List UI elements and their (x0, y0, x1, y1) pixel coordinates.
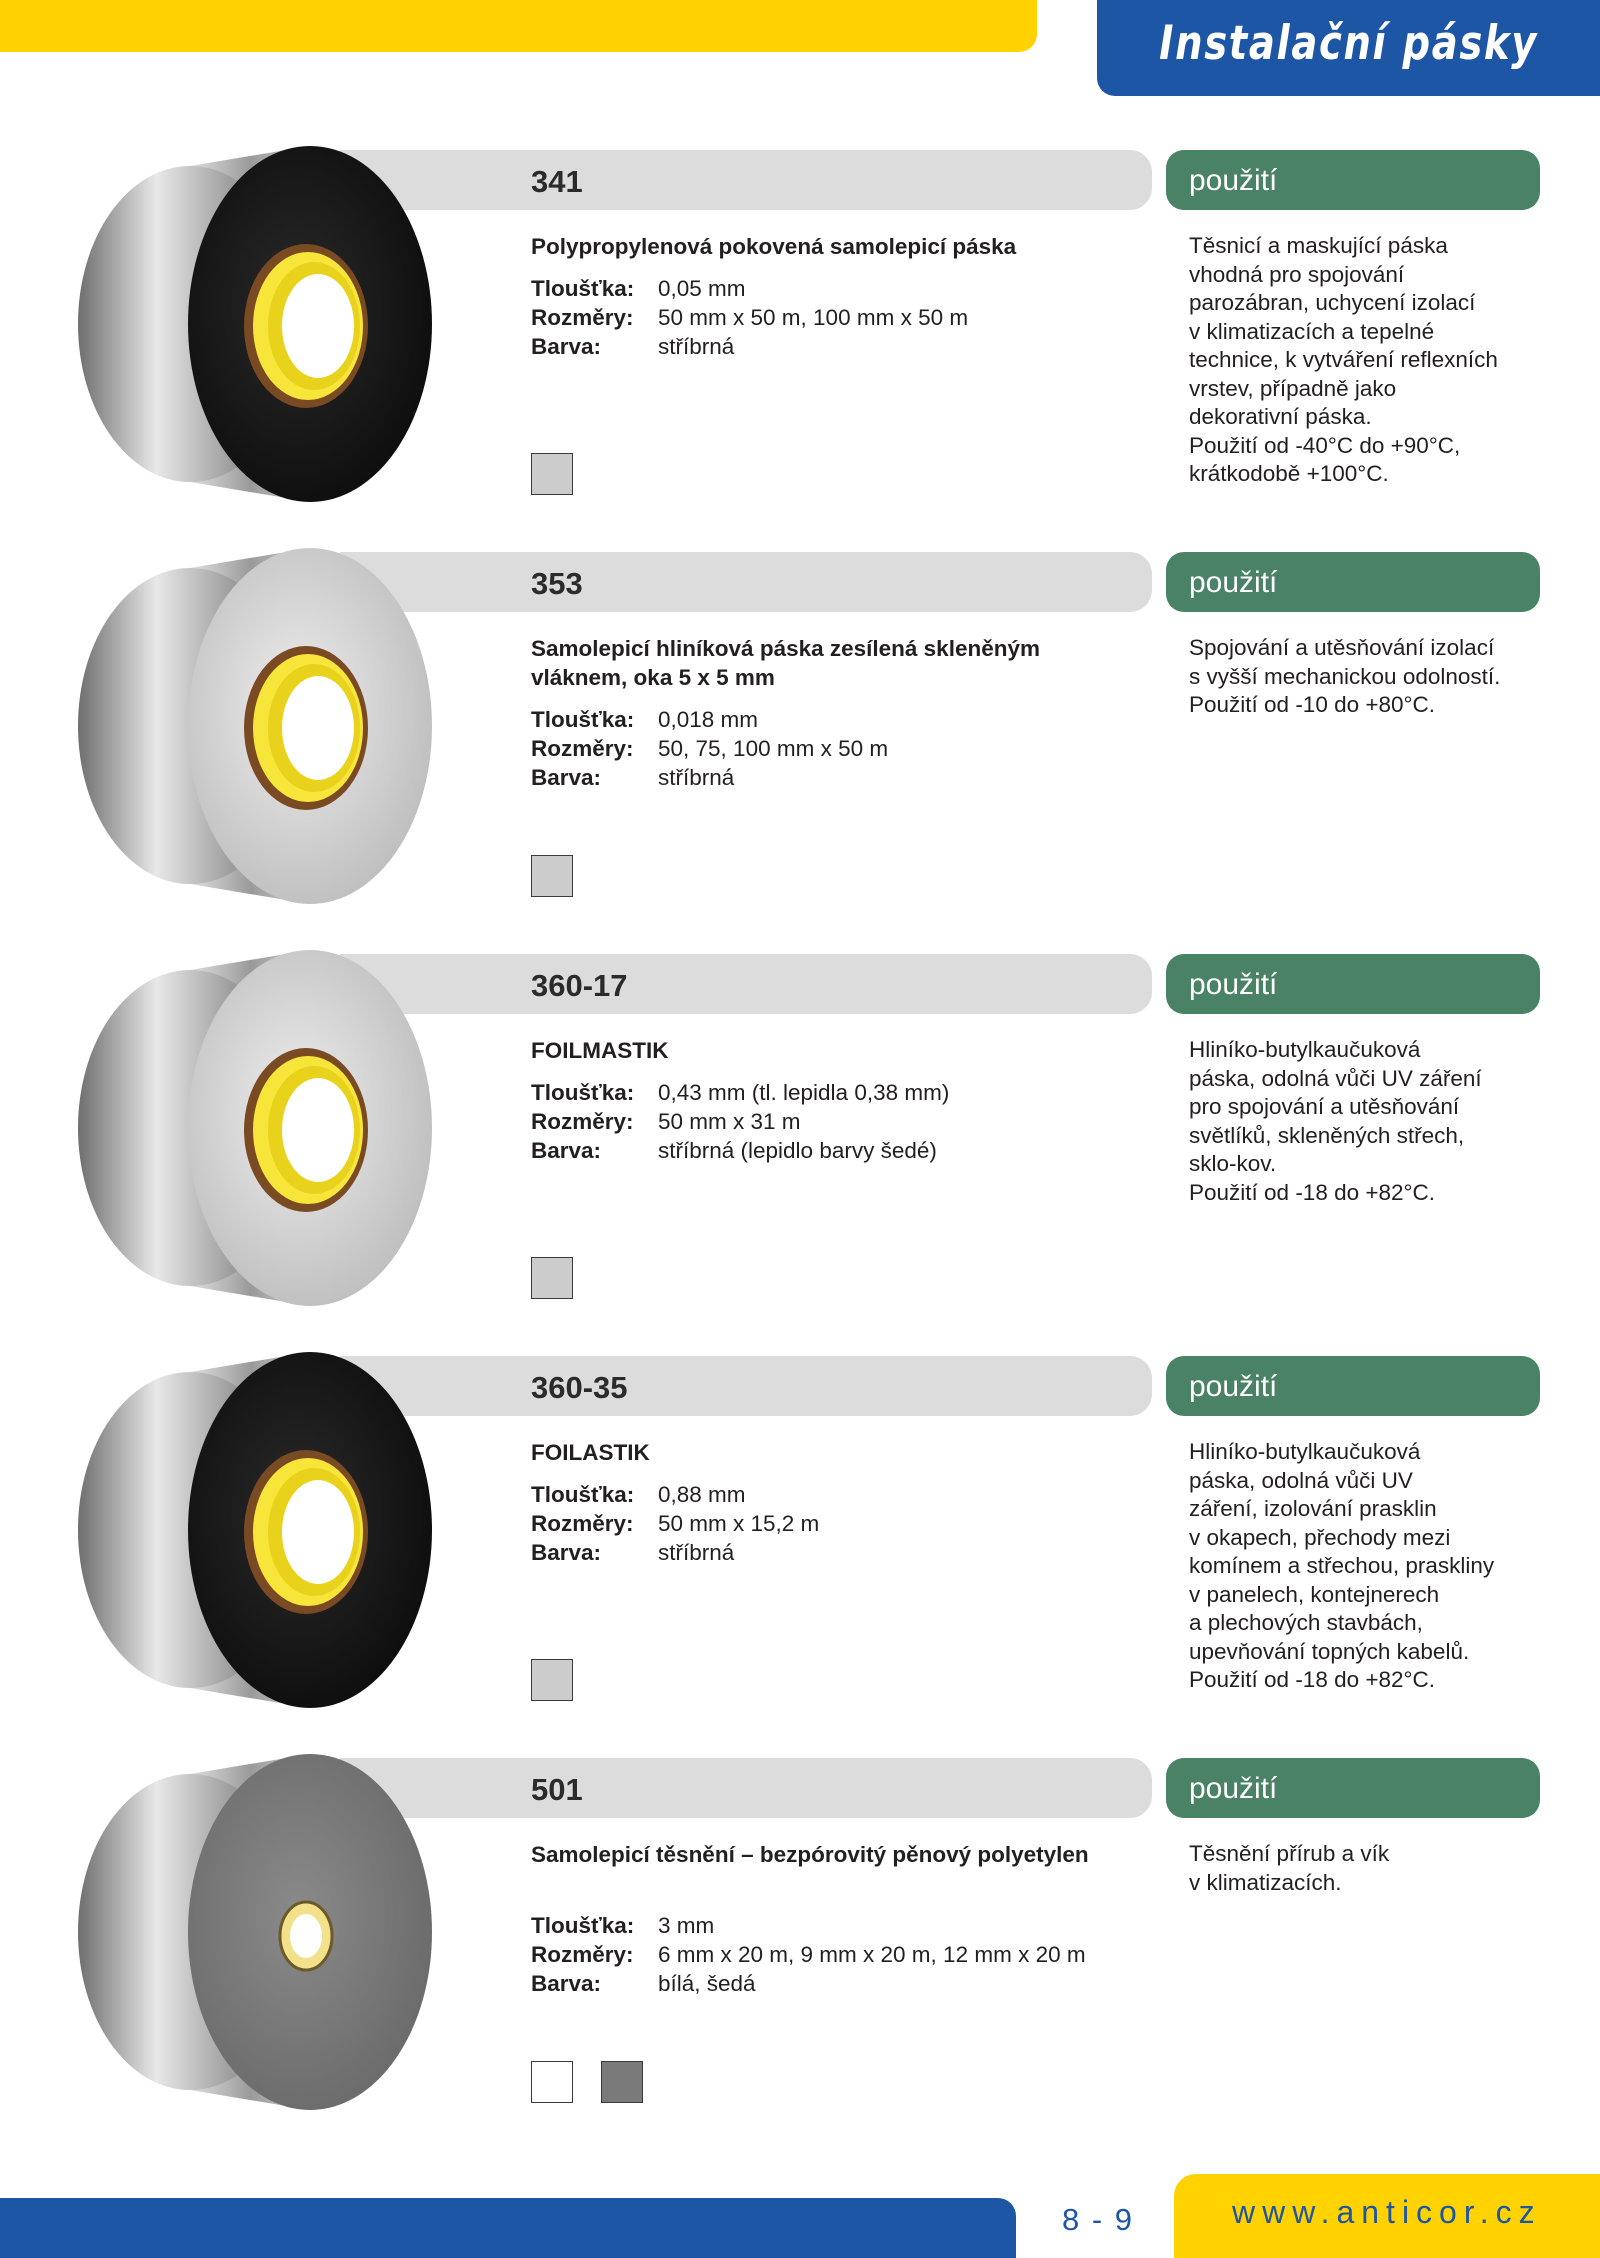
usage-label: použití (1189, 566, 1278, 599)
spec-label: Barva: (531, 1540, 602, 1565)
product-code: 360-35 (531, 1370, 628, 1405)
spec-row (531, 1480, 1131, 1509)
spec-value: 50 mm x 15,2 m (658, 1511, 820, 1536)
page-number: 8 - 9 (1062, 2202, 1135, 2237)
product-code-bar (340, 954, 1152, 1014)
product-name: Polypropylenová pokovená samolepicí páska (531, 234, 1017, 259)
spec-label: Tloušťka: (531, 1913, 635, 1938)
tape-hole (282, 676, 354, 780)
spec-value: 6 mm x 20 m, 9 mm x 20 m, 12 mm x 20 m (658, 1942, 1086, 1967)
product-image (70, 1344, 440, 1716)
spec-row (531, 1538, 1131, 1567)
spec-row (531, 734, 1131, 763)
color-swatch (531, 453, 573, 495)
spec-value: 50 mm x 31 m (658, 1109, 801, 1134)
spec-label: Rozměry: (531, 1109, 634, 1134)
tape-hole (282, 1480, 354, 1584)
usage-description: Těsnění přírub a vík v klimatizacích. (1189, 1841, 1390, 1895)
spec-value: bílá, šedá (658, 1971, 756, 1996)
spec-value: 0,43 mm (tl. lepidla 0,38 mm) (658, 1080, 950, 1105)
spec-row (531, 1509, 1131, 1538)
spec-value: 50, 75, 100 mm x 50 m (658, 736, 889, 761)
tape-hole (290, 1914, 322, 1958)
product-name: Samolepicí hliníková páska zesílená skleněným vláknem, oka 5 x 5 mm (531, 636, 1040, 690)
color-swatches (531, 453, 573, 495)
spec-row (531, 1078, 1131, 1107)
spec-value: stříbrná (658, 1540, 735, 1565)
color-swatches (531, 1257, 573, 1299)
color-swatches (531, 2061, 643, 2103)
color-swatch (531, 2061, 573, 2103)
spec-value: stříbrná (lepidlo barvy šedé) (658, 1138, 937, 1163)
product-specs (531, 1078, 1131, 1165)
product-code-bar (340, 150, 1152, 210)
product-specs (531, 1911, 1131, 1998)
header-yellow-band (0, 0, 1037, 52)
spec-value: stříbrná (658, 765, 735, 790)
spec-label: Tloušťka: (531, 1482, 635, 1507)
spec-label: Tloušťka: (531, 1080, 635, 1105)
website-link[interactable]: www.anticor.cz (1232, 2194, 1542, 2230)
product-name: Samolepicí těsnění – bezpórovitý pěnový polyetylen (531, 1842, 1089, 1867)
spec-value: stříbrná (658, 334, 735, 359)
usage-description: Spojování a utěsňování izolací s vyšší mechanickou odolností. Použití od -10 do +80°C. (1189, 635, 1501, 717)
product-image (70, 1746, 440, 2118)
product-code: 341 (531, 164, 583, 199)
product-image (70, 540, 440, 912)
color-swatch (531, 1257, 573, 1299)
color-swatch (531, 1659, 573, 1701)
spec-label: Barva: (531, 1971, 602, 1996)
spec-row (531, 1911, 1131, 1940)
spec-row (531, 1940, 1131, 1969)
spec-value: 0,88 mm (658, 1482, 746, 1507)
spec-label: Rozměry: (531, 1942, 634, 1967)
spec-row (531, 1136, 1131, 1165)
spec-label: Barva: (531, 765, 602, 790)
spec-row (531, 705, 1131, 734)
product-section (0, 1356, 1600, 1756)
color-swatches (531, 855, 573, 897)
product-image (70, 942, 440, 1314)
tape-hole (282, 1078, 354, 1182)
spec-label: Barva: (531, 334, 602, 359)
spec-label: Tloušťka: (531, 276, 635, 301)
product-specs (531, 1480, 1131, 1567)
product-specs (531, 705, 1131, 792)
spec-label: Rozměry: (531, 736, 634, 761)
spec-value: 3 mm (658, 1913, 715, 1938)
product-code-bar (340, 1356, 1152, 1416)
product-section (0, 150, 1600, 550)
product-code: 360-17 (531, 968, 628, 1003)
usage-label: použití (1189, 968, 1278, 1001)
product-code: 501 (531, 1772, 583, 1807)
product-code-bar (340, 1758, 1152, 1818)
spec-row (531, 274, 1131, 303)
product-name: FOILMASTIK (531, 1038, 669, 1063)
usage-label: použití (1189, 164, 1278, 197)
usage-description: Hliníko-butylkaučuková páska, odolná vůči UV záření, izolování prasklin v okapech, přechody mezi komínem a střechou, praskliny v panelech, kontejnerech a plechových stavbách, upevňování topných kabelů. Použití od -18 do +82°C. (1189, 1439, 1495, 1692)
spec-row (531, 303, 1131, 332)
spec-value: 0,018 mm (658, 707, 759, 732)
product-image (70, 138, 440, 510)
spec-row (531, 1107, 1131, 1136)
tape-roll-icon (70, 942, 440, 1314)
spec-label: Tloušťka: (531, 707, 635, 732)
product-code-bar (340, 552, 1152, 612)
spec-label: Barva: (531, 1138, 602, 1163)
tape-roll-icon (70, 1344, 440, 1716)
spec-row (531, 332, 1131, 361)
tape-roll-icon (70, 1746, 440, 2118)
usage-label: použití (1189, 1772, 1278, 1805)
product-code: 353 (531, 566, 583, 601)
spec-label: Rozměry: (531, 1511, 634, 1536)
product-section (0, 1758, 1600, 2158)
footer-blue-band (0, 2198, 1016, 2258)
tape-hole (282, 274, 354, 378)
product-section (0, 552, 1600, 952)
spec-row (531, 1969, 1131, 1998)
color-swatches (531, 1659, 573, 1701)
spec-value: 0,05 mm (658, 276, 746, 301)
page-title: Instalační pásky (1159, 16, 1538, 71)
spec-value: 50 mm x 50 m, 100 mm x 50 m (658, 305, 969, 330)
usage-description: Těsnicí a maskující páska vhodná pro spojování parozábran, uchycení izolací v klimatizacích a tepelné technice, k vytváření reflexních vrstev, případně jako dekorativní páska. Použití od -40°C do +90°C, krátkodobě +100°C. (1189, 233, 1498, 486)
color-swatch (531, 855, 573, 897)
spec-label: Rozměry: (531, 305, 634, 330)
usage-label: použití (1189, 1370, 1278, 1403)
spec-row (531, 763, 1131, 792)
usage-description: Hliníko-butylkaučuková páska, odolná vůči UV záření pro spojování a utěsňování světlíků, skleněných střech, sklo-kov. Použití od -18 do +82°C. (1189, 1037, 1482, 1205)
product-specs (531, 274, 1131, 361)
product-name: FOILASTIK (531, 1440, 650, 1465)
tape-roll-icon (70, 540, 440, 912)
color-swatch (601, 2061, 643, 2103)
product-section (0, 954, 1600, 1354)
tape-roll-icon (70, 138, 440, 510)
